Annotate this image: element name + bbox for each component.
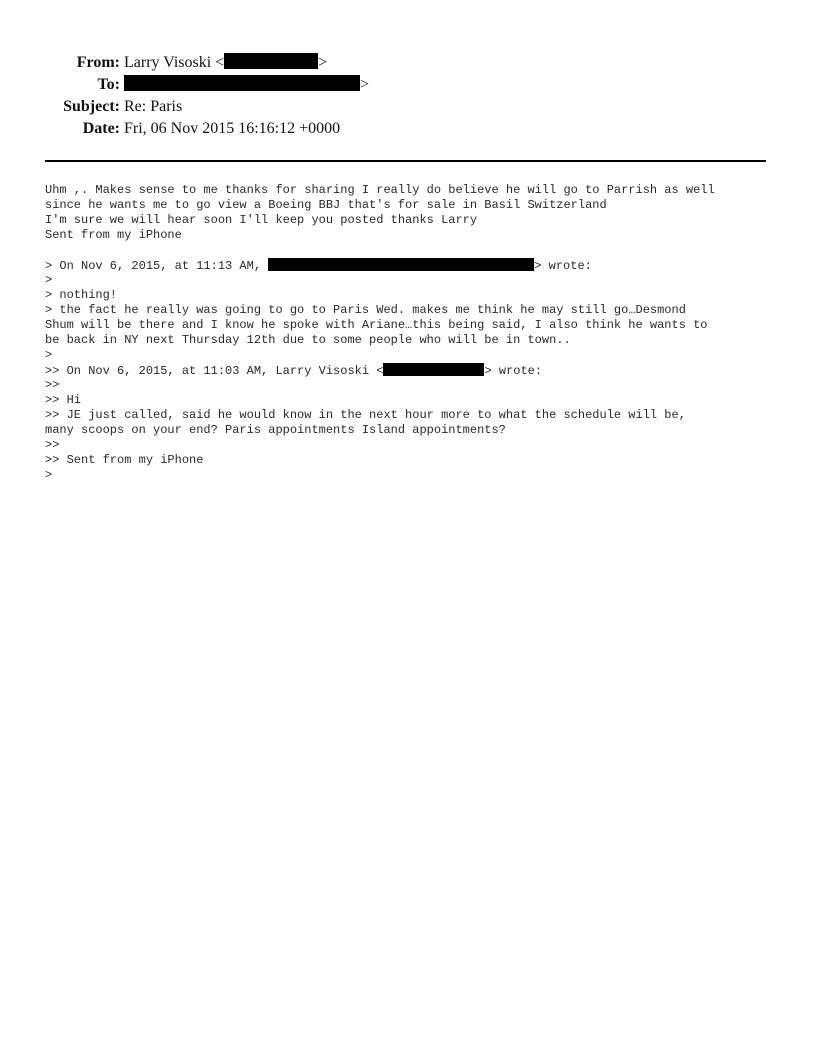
date-label: Date: [82,120,120,137]
redacted-from-email [224,53,318,69]
body-line: Uhm ,. Makes sense to me thanks for sharing I really do believe he will go to Parrish as well [45,183,715,197]
subject-label: Subject: [63,98,120,115]
quote-line: be back in NY next Thursday 12th due to some people who will be in town.. [45,333,571,347]
date-value: Fri, 06 Nov 2015 16:16:12 +0000 [124,120,341,137]
to-row [0,74,816,96]
nested-attribution-suffix: > wrote: [484,364,543,378]
to-value [124,74,369,96]
nested-quote-line: >> Sent from my iPhone [45,453,204,467]
subject-row [0,96,816,118]
from-value [124,52,327,74]
quote-line: > [45,348,53,362]
from-row [0,52,816,74]
quote-attribution [45,258,775,273]
nested-attribution-prefix: >> On Nov 6, 2015, at 11:03 AM, Larry Visoski < [45,364,384,378]
email-header [0,52,816,140]
from-name: Larry Visoski < [124,54,225,71]
quote-line: > [45,273,53,287]
nested-quote-line: >> Hi [45,393,82,407]
spacer [45,243,775,258]
nested-quote-line: >> [45,378,60,392]
quote-line: > the fact he really was going to go to Paris Wed. makes me think he may still go…Desmond [45,303,686,317]
redacted-sender-email [383,363,484,376]
subject-value: Re: Paris [124,98,183,115]
nested-quote-line: >> [45,438,60,452]
quote-line: Shum will be there and I know he spoke with Ariane…this being said, I also think he wants to [45,318,708,332]
quote-line: > [45,468,53,482]
nested-quote-line: >> JE just called, said he would know in the next hour more to what the schedule will be, [45,408,686,422]
nested-quote-attribution [45,363,775,378]
to-label: To: [97,76,120,93]
redacted-sender [268,258,534,271]
email-body [45,183,775,483]
from-close: > [318,54,328,71]
quote-attribution-prefix: > On Nov 6, 2015, at 11:13 AM, [45,259,269,273]
quote-attribution-suffix: > wrote: [534,259,592,273]
from-label: From: [76,54,120,71]
header-divider [45,160,766,162]
to-close: > [360,76,370,93]
nested-quote-line: many scoops on your end? Paris appointments Island appointments? [45,423,506,437]
date-row [0,118,816,140]
body-line: since he wants me to go view a Boeing BBJ that's for sale in Basil Switzerland [45,198,607,212]
redacted-to-address [124,75,360,91]
signature-line: Sent from my iPhone [45,228,182,242]
body-line: I'm sure we will hear soon I'll keep you posted thanks Larry [45,213,478,227]
quote-line: > nothing! [45,288,118,302]
